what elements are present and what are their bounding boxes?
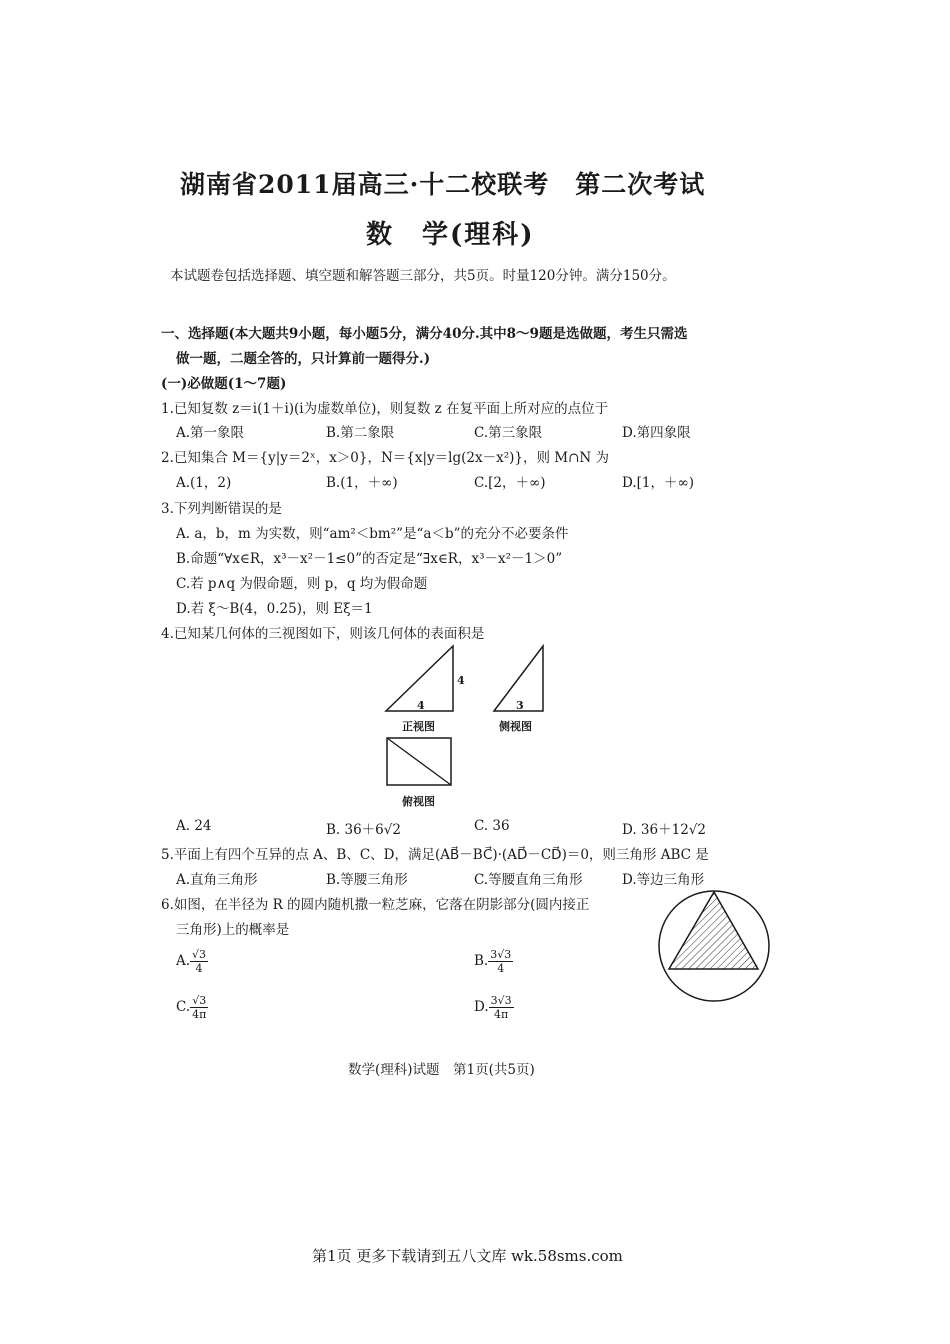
download-footer: 第1页 更多下载请到五八文库 wk.58sms.com <box>312 1247 623 1265</box>
question-2-stem: 2.已知集合 M＝{y|y＝2ˣ，x＞0}，N＝{x|y＝lg(2x－x²)}，则 M∩N 为 <box>161 450 610 466</box>
q4-option-b: B. 36＋6√2 <box>326 822 401 838</box>
q1-option-b: B.第二象限 <box>326 425 395 441</box>
q3-option-a: A. a，b，m 为实数，则“am²＜bm²”是“a＜b”的充分不必要条件 <box>176 526 569 542</box>
exam-intro: 本试题卷包括选择题、填空题和解答题三部分，共5页。时量120分钟。满分150分。 <box>170 268 676 284</box>
q6-option-b-denominator: 4 <box>497 962 505 975</box>
front-height-label: 4 <box>457 674 465 687</box>
q6-option-a <box>176 948 208 975</box>
q6-option-b <box>474 948 513 975</box>
section-subheading: (一)必做题(1～7题) <box>161 376 287 392</box>
q1-option-c: C.第三象限 <box>474 425 543 441</box>
question-1-stem: 1.已知复数 z＝i(1＋i)(i为虚数单位)，则复数 z 在复平面上所对应的点位于 <box>161 401 609 417</box>
q5-option-c: C.等腰直角三角形 <box>474 872 583 888</box>
page-footer: 数学(理科)试题 第1页(共5页) <box>348 1062 535 1078</box>
section-heading-line1: 一、选择题(本大题共9小题，每小题5分，满分40分.其中8～9题是选做题，考生只需选 <box>161 326 688 342</box>
exam-title: 湖南省2011届高三·十二校联考 第二次考试 <box>180 170 706 199</box>
q6-option-b-prefix: B. <box>474 953 489 969</box>
q6-option-c-prefix: C. <box>176 999 191 1015</box>
side-base-label: 3 <box>516 699 524 712</box>
q3-option-d: D.若 ξ～B(4，0.25)，则 Eξ＝1 <box>176 601 373 617</box>
q4-option-d: D. 36＋12√2 <box>622 822 706 838</box>
q6-option-a-prefix: A. <box>176 953 191 969</box>
q4-option-c: C. 36 <box>474 818 510 834</box>
q6-option-d-numerator: 3√3 <box>490 994 512 1007</box>
q2-option-d: D.[1，＋∞) <box>622 475 695 491</box>
q2-option-b: B.(1，＋∞) <box>326 475 398 491</box>
q1-option-d: D.第四象限 <box>622 425 691 441</box>
question-5-stem: 5.平面上有四个互异的点 A、B、C、D，满足(AB⃗－BC⃗)·(AD⃗－CD⃗)＝0，则三角形 ABC 是 <box>161 847 709 863</box>
front-base-label: 4 <box>417 699 425 712</box>
q5-option-d: D.等边三角形 <box>622 872 705 888</box>
q3-option-c: C.若 p∧q 为假命题，则 p，q 均为假命题 <box>176 576 428 592</box>
side-view-label: 侧视图 <box>499 720 532 733</box>
exam-subtitle: 数 学(理科) <box>366 220 535 250</box>
section-heading-line2: 做一题，二题全答的，只计算前一题得分.) <box>176 351 431 367</box>
q6-option-c <box>176 994 208 1021</box>
question-6-stem-line1: 6.如图，在半径为 R 的圆内随机撒一粒芝麻，它落在阴影部分(圆内接正 <box>161 897 590 913</box>
question-4-stem: 4.已知某几何体的三视图如下，则该几何体的表面积是 <box>161 626 485 642</box>
q6-option-c-denominator: 4π <box>192 1008 207 1021</box>
q6-option-d <box>474 994 514 1021</box>
q6-option-c-numerator: √3 <box>190 994 208 1008</box>
q6-option-d-denominator: 4π <box>494 1008 509 1021</box>
q2-option-c: C.[2，＋∞) <box>474 475 546 491</box>
question-6-stem-line2: 三角形)上的概率是 <box>176 922 290 938</box>
q1-option-a: A.第一象限 <box>176 425 245 441</box>
front-view-label: 正视图 <box>402 720 435 733</box>
q3-option-b: B.命题“∀x∈R，x³－x²－1≤0”的否定是“∃x∈R，x³－x²－1＞0” <box>176 551 563 567</box>
top-view-diagonal <box>387 738 451 785</box>
q6-option-a-numerator: √3 <box>192 948 207 961</box>
q2-option-a: A.(1，2) <box>176 475 232 491</box>
q6-option-d-prefix: D. <box>474 999 489 1015</box>
question-3-stem: 3.下列判断错误的是 <box>161 501 282 517</box>
top-view-label: 俯视图 <box>402 795 435 808</box>
q6-option-a-denominator: 4 <box>195 962 203 975</box>
circle-triangle-figure <box>656 888 772 1004</box>
q6-option-b-numerator: 3√3 <box>490 948 512 961</box>
inscribed-triangle <box>669 892 758 969</box>
q5-option-b: B.等腰三角形 <box>326 872 408 888</box>
q4-option-a: A. 24 <box>176 818 212 834</box>
q5-option-a: A.直角三角形 <box>176 872 258 888</box>
